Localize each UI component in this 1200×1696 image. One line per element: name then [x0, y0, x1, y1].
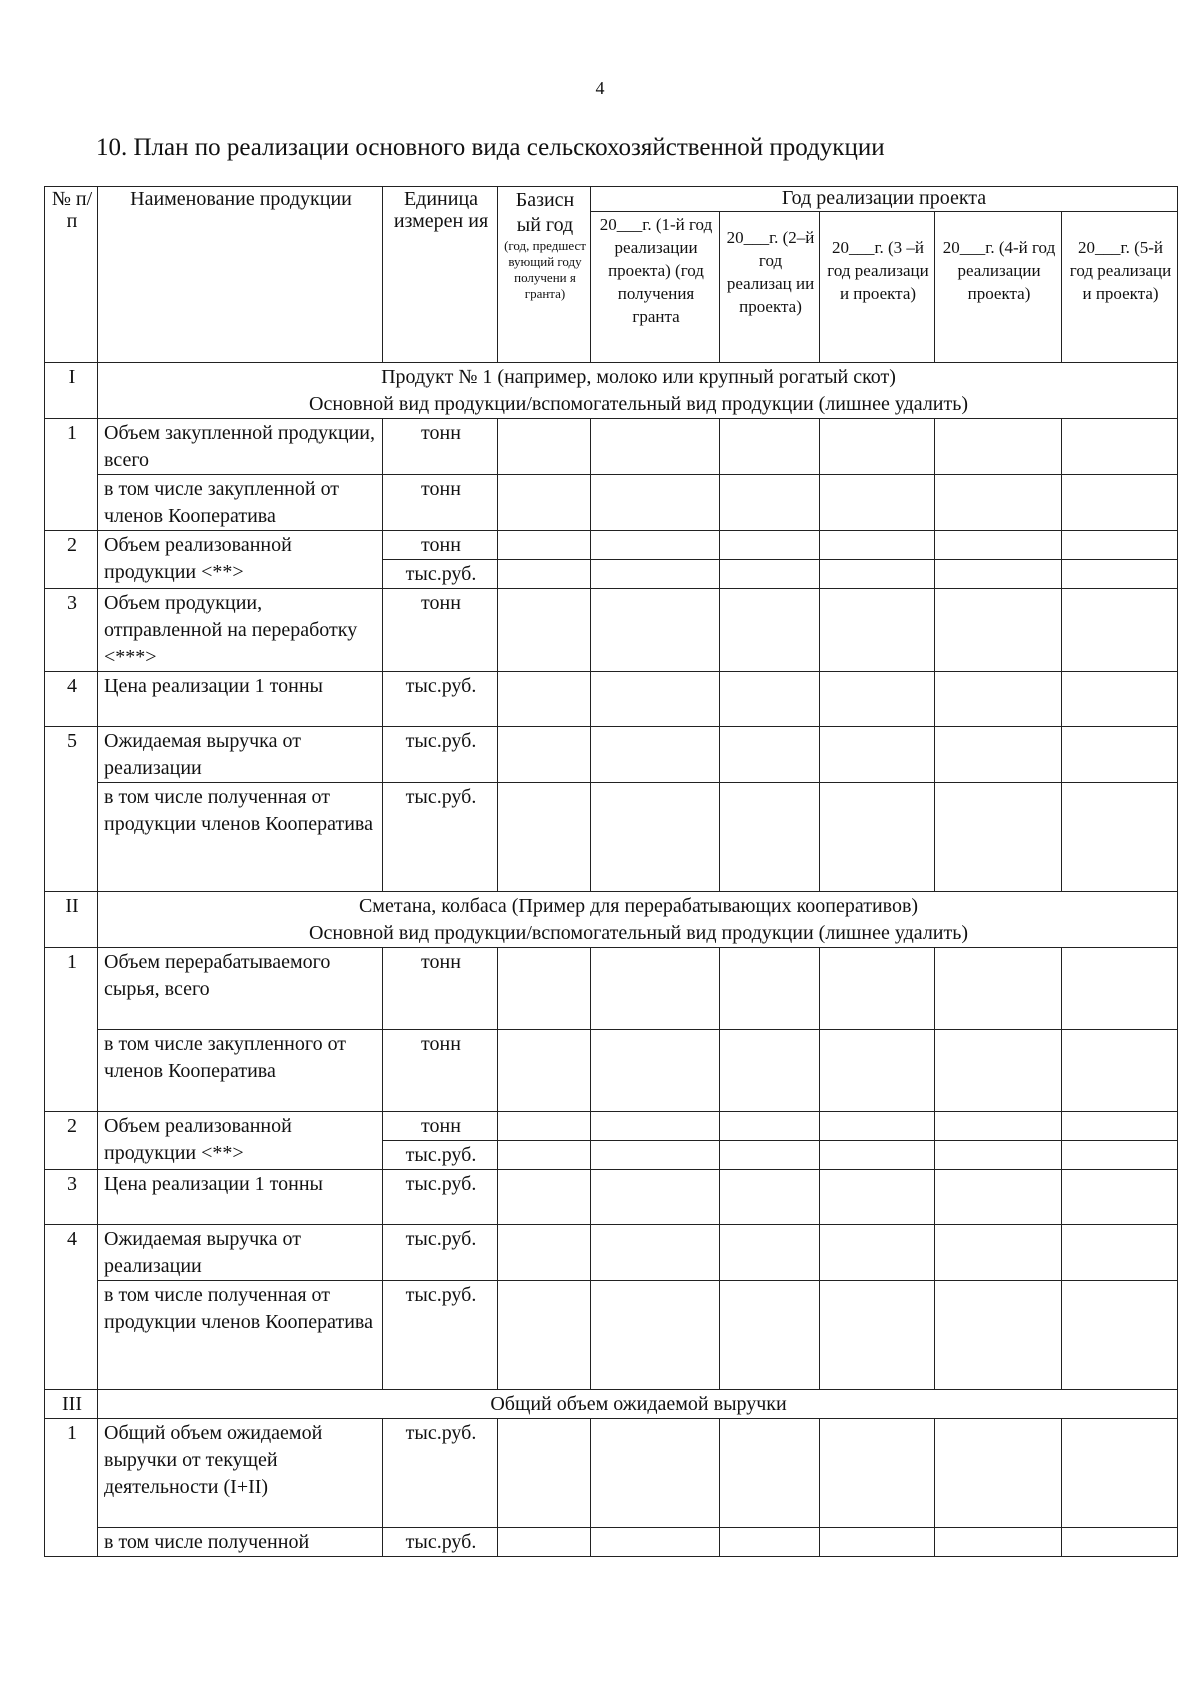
value-cell[interactable]: [720, 1419, 820, 1528]
value-cell[interactable]: [720, 560, 820, 589]
value-cell[interactable]: [591, 783, 720, 892]
value-cell[interactable]: [820, 1528, 935, 1557]
section-heading: [98, 892, 1178, 948]
header-year-5: 20___г. (5-й год реализаци и проекта): [1062, 212, 1178, 363]
value-cell[interactable]: [1062, 672, 1178, 727]
row-unit: тонн: [383, 419, 498, 475]
row-name: Объем перерабатываемого сырья, всего: [98, 948, 383, 1030]
value-cell[interactable]: [935, 589, 1062, 672]
value-cell[interactable]: [935, 1112, 1062, 1141]
value-cell[interactable]: [720, 1170, 820, 1225]
row-unit: тонн: [383, 475, 498, 531]
value-cell[interactable]: [591, 560, 720, 589]
section-heading: [98, 1390, 1178, 1419]
header-name: Наименование продукции: [98, 187, 383, 363]
value-cell[interactable]: [720, 589, 820, 672]
value-cell[interactable]: [820, 948, 935, 1030]
section-title: Общий объем ожидаемой выручки: [490, 1393, 787, 1415]
value-cell[interactable]: [720, 1112, 820, 1141]
row-unit: тыс.руб.: [383, 1141, 498, 1170]
row-unit: тыс.руб.: [383, 560, 498, 589]
header-year-1: 20___г. (1-й год реализации проекта) (год получения гранта: [591, 212, 720, 363]
header-base-year-label: Базисн ый год: [515, 189, 575, 236]
value-cell[interactable]: [820, 672, 935, 727]
table-row: [45, 1170, 1178, 1225]
value-cell[interactable]: [591, 1419, 720, 1528]
row-unit: тыс.руб.: [383, 672, 498, 727]
value-cell[interactable]: [820, 1419, 935, 1528]
value-cell[interactable]: [820, 531, 935, 560]
value-cell[interactable]: [720, 948, 820, 1030]
section-row: [45, 892, 1178, 948]
row-number: 3: [45, 589, 98, 672]
value-cell[interactable]: [591, 1225, 720, 1281]
header-unit: Единица измерен ия: [383, 187, 498, 363]
row-unit: тыс.руб.: [383, 1170, 498, 1225]
value-cell[interactable]: [935, 531, 1062, 560]
value-cell[interactable]: [820, 560, 935, 589]
row-number: 1: [45, 948, 98, 1112]
header-year-2: 20___г. (2–й год реализац ии проекта): [720, 212, 820, 363]
value-cell[interactable]: [1062, 783, 1178, 892]
value-cell[interactable]: [935, 475, 1062, 531]
value-cell[interactable]: [820, 589, 935, 672]
sales-plan-table: [44, 186, 1178, 1557]
value-cell[interactable]: [591, 1170, 720, 1225]
row-name: в том числе закупленной от членов Кооператива: [98, 475, 383, 531]
value-cell[interactable]: [820, 1030, 935, 1112]
row-name: Объем реализованной продукции <**>: [98, 531, 383, 589]
value-cell[interactable]: [935, 560, 1062, 589]
page-number: 4: [595, 78, 605, 98]
row-name: Цена реализации 1 тонны: [98, 672, 383, 727]
value-cell[interactable]: [498, 1281, 591, 1390]
value-cell[interactable]: [1062, 1030, 1178, 1112]
value-cell[interactable]: [820, 1281, 935, 1390]
section-row: [45, 363, 1178, 419]
row-number: 2: [45, 531, 98, 589]
value-cell[interactable]: [498, 1225, 591, 1281]
value-cell[interactable]: [935, 672, 1062, 727]
value-cell[interactable]: [1062, 419, 1178, 475]
header-year-4: 20___г. (4-й год реализации проекта): [935, 212, 1062, 363]
section-number: I: [45, 363, 98, 419]
row-unit: тыс.руб.: [383, 1281, 498, 1390]
header-base-year: [498, 187, 591, 363]
section-title: Продукт № 1 (например, молоко или крупный рогатый скот): [381, 366, 896, 388]
value-cell[interactable]: [820, 1141, 935, 1170]
row-number: 1: [45, 419, 98, 531]
row-name: Объем реализованной продукции <**>: [98, 1112, 383, 1170]
table-row: [45, 1030, 1178, 1112]
value-cell[interactable]: [935, 783, 1062, 892]
value-cell[interactable]: [820, 475, 935, 531]
value-cell[interactable]: [720, 1141, 820, 1170]
section-heading: [98, 363, 1178, 419]
value-cell[interactable]: [498, 1112, 591, 1141]
row-number: 4: [45, 672, 98, 727]
value-cell[interactable]: [1062, 1281, 1178, 1390]
value-cell[interactable]: [935, 1141, 1062, 1170]
value-cell[interactable]: [935, 1419, 1062, 1528]
value-cell[interactable]: [935, 727, 1062, 783]
value-cell[interactable]: [820, 419, 935, 475]
row-unit: тыс.руб.: [383, 1225, 498, 1281]
table-row: [45, 589, 1178, 672]
row-unit: тонн: [383, 531, 498, 560]
value-cell[interactable]: [935, 948, 1062, 1030]
value-cell[interactable]: [591, 531, 720, 560]
section-title: Сметана, колбаса (Пример для перерабатывающих кооперативов): [358, 895, 919, 917]
value-cell[interactable]: [498, 783, 591, 892]
value-cell[interactable]: [935, 1528, 1062, 1557]
row-name: Ожидаемая выручка от реализации: [98, 1225, 383, 1281]
table-row: [45, 1112, 1178, 1141]
row-unit: тыс.руб.: [383, 1419, 498, 1528]
row-unit: тонн: [383, 1030, 498, 1112]
section-number: III: [45, 1390, 98, 1419]
value-cell[interactable]: [935, 1281, 1062, 1390]
row-name: в том числе полученная от продукции членов Кооператива: [98, 1281, 383, 1390]
value-cell[interactable]: [498, 531, 591, 560]
value-cell[interactable]: [720, 783, 820, 892]
value-cell[interactable]: [1062, 1419, 1178, 1528]
value-cell[interactable]: [498, 475, 591, 531]
value-cell[interactable]: [1062, 1112, 1178, 1141]
value-cell[interactable]: [935, 419, 1062, 475]
value-cell[interactable]: [591, 419, 720, 475]
value-cell[interactable]: [820, 783, 935, 892]
row-unit: тонн: [383, 948, 498, 1030]
value-cell[interactable]: [935, 1030, 1062, 1112]
value-cell[interactable]: [498, 672, 591, 727]
value-cell[interactable]: [935, 1225, 1062, 1281]
header-year-3: 20___г. (3 –й год реализаци и проекта): [820, 212, 935, 363]
value-cell[interactable]: [935, 1170, 1062, 1225]
value-cell[interactable]: [720, 1030, 820, 1112]
table-row: [45, 672, 1178, 727]
header-years-group: Год реализации проекта: [591, 187, 1178, 212]
section-row: [45, 1390, 1178, 1419]
row-number: 5: [45, 727, 98, 892]
table-row: [45, 1419, 1178, 1528]
value-cell[interactable]: [1062, 475, 1178, 531]
value-cell[interactable]: [498, 1170, 591, 1225]
value-cell[interactable]: [820, 1225, 935, 1281]
value-cell[interactable]: [591, 1112, 720, 1141]
value-cell[interactable]: [720, 672, 820, 727]
value-cell[interactable]: [720, 419, 820, 475]
value-cell[interactable]: [498, 1419, 591, 1528]
value-cell[interactable]: [1062, 1141, 1178, 1170]
table-row: [45, 783, 1178, 892]
row-name: Общий объем ожидаемой выручки от текущей деятельности (I+II): [98, 1419, 383, 1528]
section-subtitle: Основной вид продукции/вспомогательный вид продукции (лишнее удалить): [309, 393, 969, 415]
row-unit: тыс.руб.: [383, 727, 498, 783]
value-cell[interactable]: [820, 1112, 935, 1141]
table-row: [45, 475, 1178, 531]
value-cell[interactable]: [498, 560, 591, 589]
value-cell[interactable]: [498, 727, 591, 783]
row-unit: тонн: [383, 1112, 498, 1141]
header-base-year-note: (год, предшест вующий году получени я гранта): [504, 238, 586, 301]
value-cell[interactable]: [720, 727, 820, 783]
value-cell[interactable]: [498, 948, 591, 1030]
value-cell[interactable]: [1062, 1225, 1178, 1281]
value-cell[interactable]: [591, 1528, 720, 1557]
value-cell[interactable]: [1062, 727, 1178, 783]
value-cell[interactable]: [591, 1030, 720, 1112]
value-cell[interactable]: [591, 948, 720, 1030]
value-cell[interactable]: [591, 1281, 720, 1390]
row-number: 4: [45, 1225, 98, 1390]
table-row: [45, 948, 1178, 1030]
value-cell[interactable]: [498, 419, 591, 475]
value-cell[interactable]: [820, 1170, 935, 1225]
value-cell[interactable]: [591, 727, 720, 783]
row-name: в том числе полученная от продукции членов Кооператива: [98, 783, 383, 892]
value-cell[interactable]: [720, 1528, 820, 1557]
row-unit: тыс.руб.: [383, 783, 498, 892]
value-cell[interactable]: [1062, 1170, 1178, 1225]
value-cell[interactable]: [1062, 589, 1178, 672]
value-cell[interactable]: [1062, 560, 1178, 589]
row-name: в том числе полученной: [98, 1528, 383, 1557]
row-name: Цена реализации 1 тонны: [98, 1170, 383, 1225]
value-cell[interactable]: [591, 1141, 720, 1170]
value-cell[interactable]: [1062, 531, 1178, 560]
section-subtitle: Основной вид продукции/вспомогательный вид продукции (лишнее удалить): [309, 922, 969, 944]
value-cell[interactable]: [720, 475, 820, 531]
value-cell[interactable]: [1062, 1528, 1178, 1557]
value-cell[interactable]: [591, 589, 720, 672]
row-name: Объем закупленной продукции, всего: [98, 419, 383, 475]
row-number: 2: [45, 1112, 98, 1170]
value-cell[interactable]: [591, 672, 720, 727]
row-unit: тонн: [383, 589, 498, 672]
table-row: [45, 1281, 1178, 1390]
value-cell[interactable]: [591, 475, 720, 531]
table-row: [45, 727, 1178, 783]
row-name: в том числе закупленного от членов Кооператива: [98, 1030, 383, 1112]
row-name: Объем продукции, отправленной на переработку <***>: [98, 589, 383, 672]
row-number: 1: [45, 1419, 98, 1557]
value-cell[interactable]: [1062, 948, 1178, 1030]
value-cell[interactable]: [498, 589, 591, 672]
header-row: [45, 187, 1178, 212]
value-cell[interactable]: [720, 1281, 820, 1390]
header-num: № п/ п: [45, 187, 98, 363]
table-row: [45, 1528, 1178, 1557]
row-name: Ожидаемая выручка от реализации: [98, 727, 383, 783]
value-cell[interactable]: [720, 531, 820, 560]
row-number: 3: [45, 1170, 98, 1225]
table-row: [45, 1225, 1178, 1281]
value-cell[interactable]: [498, 1030, 591, 1112]
value-cell[interactable]: [720, 1225, 820, 1281]
section-number: II: [45, 892, 98, 948]
value-cell[interactable]: [820, 727, 935, 783]
table-row: [45, 531, 1178, 560]
value-cell[interactable]: [498, 1141, 591, 1170]
table-row: [45, 419, 1178, 475]
document-title: 10. План по реализации основного вида сельскохозяйственной продукции: [96, 134, 885, 161]
row-unit: тыс.руб.: [383, 1528, 498, 1557]
value-cell[interactable]: [498, 1528, 591, 1557]
